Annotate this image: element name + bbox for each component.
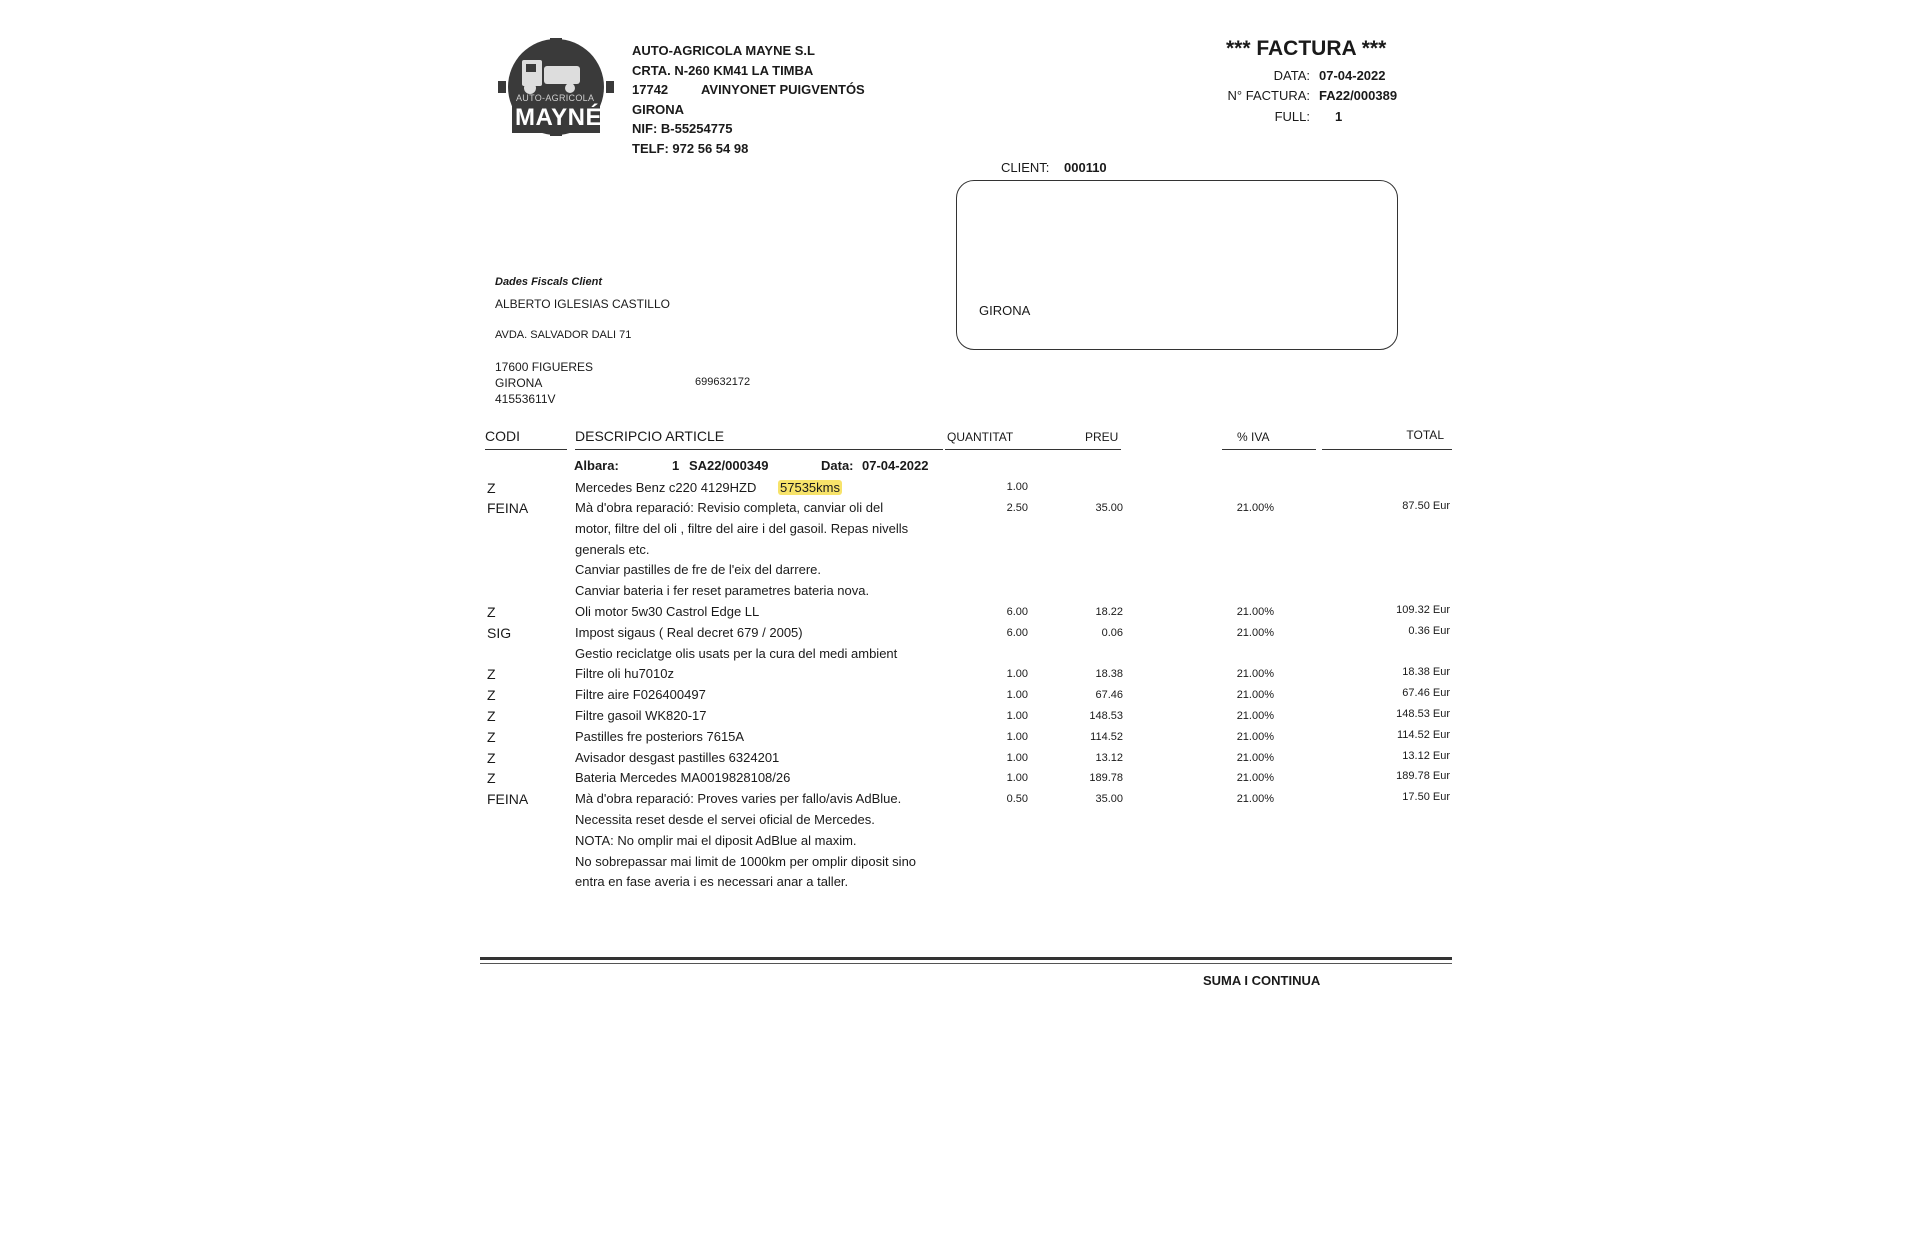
- row-quantity: 2.50: [1006, 502, 1028, 514]
- row-price: 189.78: [1089, 772, 1123, 784]
- row-description: Filtre oli hu7010z: [575, 666, 674, 681]
- row-description: entra en fase averia i es necessari anar a taller.: [575, 874, 849, 889]
- vehicle-desc: Mercedes Benz c220 4129HZD: [575, 480, 757, 495]
- fiscal-address: AVDA. SALVADOR DALI 71: [495, 329, 632, 341]
- row-vat: 21.00%: [1236, 793, 1274, 805]
- row-code: FEINA: [487, 791, 529, 807]
- row-description: Canviar bateria i fer reset parametres bateria nova.: [575, 583, 870, 598]
- albara-date-label: Data:: [821, 458, 854, 473]
- row-code: Z: [487, 687, 496, 703]
- invoice-sheet: 1: [1335, 109, 1343, 124]
- row-quantity: 1.00: [1006, 668, 1028, 680]
- row-total: 0.36 Eur: [1408, 625, 1450, 637]
- row-total: 114.52 Eur: [1396, 729, 1450, 741]
- logo-text-top: AUTO-AGRICOLA: [516, 93, 595, 103]
- row-quantity: 1.00: [1006, 772, 1028, 784]
- row-description: Avisador desgast pastilles 6324201: [575, 750, 780, 765]
- albara-ref: SA22/000349: [689, 458, 769, 473]
- row-vat: 21.00%: [1236, 668, 1274, 680]
- row-quantity: 1.00: [1006, 689, 1028, 701]
- company-phone: TELF: 972 56 54 98: [632, 141, 749, 156]
- row-code: Z: [487, 750, 496, 766]
- row-total: 67.46 Eur: [1402, 687, 1450, 699]
- row-vat: 21.00%: [1236, 606, 1274, 618]
- col-desc-header: DESCRIPCIO ARTICLE: [575, 428, 725, 444]
- fiscal-province: GIRONA: [495, 376, 543, 390]
- continue-label: SUMA I CONTINUA: [1203, 973, 1321, 988]
- row-price: 35.00: [1095, 793, 1123, 805]
- albara-num: 1: [672, 458, 680, 473]
- company-province: GIRONA: [632, 102, 684, 117]
- row-description: No sobrepassar mai limit de 1000km per omplir diposit sino: [575, 854, 917, 869]
- row-description: motor, filtre del oli , filtre del aire i del gasoil. Repas nivells: [575, 521, 909, 536]
- row-description: Canviar pastilles de fre de l'eix del darrere.: [575, 562, 821, 577]
- client-address-box: [956, 180, 1398, 350]
- row-price: 67.46: [1095, 689, 1123, 701]
- company-name: AUTO-AGRICOLA MAYNE S.L: [632, 43, 815, 58]
- footer-rule-thick: [480, 957, 1452, 960]
- company-nif: NIF: B-55254775: [632, 121, 733, 136]
- col-vat-rule: [1222, 449, 1316, 450]
- row-quantity: 6.00: [1006, 627, 1028, 639]
- row-description: Necessita reset desde el servei oficial de Mercedes.: [575, 812, 875, 827]
- row-quantity: 6.00: [1006, 606, 1028, 618]
- row-vat: 21.00%: [1236, 627, 1274, 639]
- fiscal-heading: Dades Fiscals Client: [495, 276, 602, 288]
- col-total-rule: [1322, 449, 1452, 450]
- col-desc-rule: [575, 449, 943, 450]
- row-quantity: 1.00: [1006, 710, 1028, 722]
- row-description: Bateria Mercedes MA0019828108/26: [575, 770, 791, 785]
- row-vat: 21.00%: [1236, 731, 1274, 743]
- row-code: FEINA: [487, 500, 529, 516]
- company-logo: [498, 38, 614, 136]
- albara-date: 07-04-2022: [862, 458, 929, 473]
- col-code-rule: [485, 449, 567, 450]
- client-box-city: GIRONA: [979, 303, 1031, 318]
- row-total: 109.32 Eur: [1396, 604, 1450, 616]
- fiscal-id: 41553611V: [495, 392, 556, 406]
- row-code: SIG: [487, 625, 512, 641]
- row-description: Mà d'obra reparació: Proves varies per fallo/avis AdBlue.: [575, 791, 902, 806]
- col-vat-header: % IVA: [1237, 430, 1270, 444]
- row-description: generals etc.: [575, 542, 650, 557]
- row-price: 35.00: [1095, 502, 1123, 514]
- col-code-header: CODI: [485, 428, 520, 444]
- row-total: 87.50 Eur: [1402, 500, 1450, 512]
- row-total: 17.50 Eur: [1402, 791, 1450, 803]
- col-qty-price-rule: [945, 449, 1121, 450]
- company-address: CRTA. N-260 KM41 LA TIMBA: [632, 63, 814, 78]
- vehicle-km: 57535kms: [780, 480, 840, 495]
- row-price: 148.53: [1089, 710, 1123, 722]
- fiscal-name: ALBERTO IGLESIAS CASTILLO: [495, 297, 670, 311]
- row-quantity: 0.50: [1006, 793, 1028, 805]
- row-quantity: 1.00: [1006, 752, 1028, 764]
- row-price: 0.06: [1101, 627, 1123, 639]
- row-price: 13.12: [1095, 752, 1123, 764]
- row-vat: 21.00%: [1236, 772, 1274, 784]
- row-price: 18.38: [1095, 668, 1123, 680]
- vehicle-qty: 1.00: [1006, 481, 1028, 493]
- row-description: Mà d'obra reparació: Revisio completa, canviar oli del: [575, 500, 884, 515]
- row-vat: 21.00%: [1236, 502, 1274, 514]
- row-total: 13.12 Eur: [1402, 750, 1450, 762]
- row-total: 18.38 Eur: [1402, 666, 1450, 678]
- row-vat: 21.00%: [1236, 689, 1274, 701]
- row-description: Oli motor 5w30 Castrol Edge LL: [575, 604, 760, 619]
- invoice-date: 07-04-2022: [1319, 68, 1386, 83]
- row-quantity: 1.00: [1006, 731, 1028, 743]
- company-town: AVINYONET PUIGVENTÓS: [701, 82, 865, 97]
- row-total: 148.53 Eur: [1396, 708, 1450, 720]
- col-price-header: PREU: [1085, 430, 1119, 444]
- albara-label: Albara:: [574, 458, 619, 473]
- client-label: CLIENT:: [1001, 160, 1050, 175]
- company-postal-code: 17742: [632, 82, 669, 97]
- row-description: Filtre gasoil WK820-17: [575, 708, 707, 723]
- col-total-header: TOTAL: [1406, 428, 1444, 442]
- row-code: Z: [487, 729, 496, 745]
- row-description: Gestio reciclatge olis usats per la cura del medi ambient: [575, 646, 898, 661]
- col-qty-header: QUANTITAT: [947, 430, 1014, 444]
- client-code: 000110: [1064, 160, 1107, 175]
- row-description: NOTA: No omplir mai el diposit AdBlue al maxim.: [575, 833, 857, 848]
- logo-text-main: MAYNÉ: [515, 104, 602, 131]
- footer-rule-thin: [480, 963, 1452, 964]
- row-vat: 21.00%: [1236, 752, 1274, 764]
- row-total: 189.78 Eur: [1396, 770, 1450, 782]
- invoice-number-label: N° FACTURA:: [1227, 88, 1310, 103]
- vehicle-code: Z: [487, 480, 496, 496]
- row-code: Z: [487, 770, 496, 786]
- row-description: Impost sigaus ( Real decret 679 / 2005): [575, 625, 803, 640]
- row-price: 114.52: [1090, 731, 1123, 743]
- invoice-sheet-label: FULL:: [1274, 109, 1310, 124]
- row-price: 18.22: [1095, 606, 1123, 618]
- fiscal-city: 17600 FIGUERES: [495, 360, 594, 374]
- row-description: Filtre aire F026400497: [575, 687, 706, 702]
- invoice-date-label: DATA:: [1273, 68, 1310, 83]
- row-code: Z: [487, 666, 496, 682]
- row-vat: 21.00%: [1236, 710, 1274, 722]
- row-code: Z: [487, 708, 496, 724]
- row-code: Z: [487, 604, 496, 620]
- row-description: Pastilles fre posteriors 7615A: [575, 729, 745, 744]
- fiscal-phone: 699632172: [695, 376, 751, 388]
- invoice-title: *** FACTURA ***: [1226, 37, 1387, 60]
- invoice-number: FA22/000389: [1319, 88, 1398, 103]
